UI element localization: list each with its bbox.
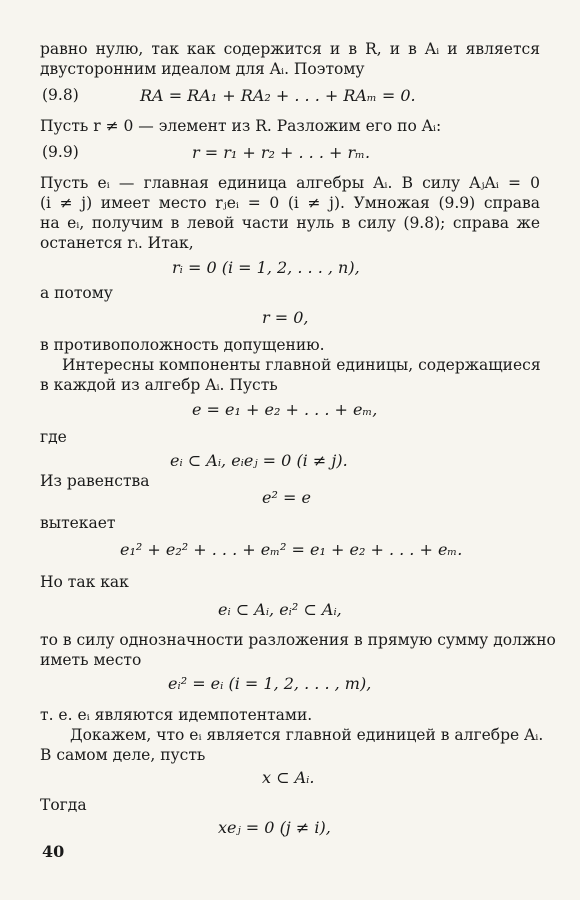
text-line: Пусть r ≠ 0 — элемент из R. Разложим его по Aᵢ: [40,117,442,135]
text-line: на eᵢ, получим в левой части нуль в силу (9.8); справа же [40,214,540,232]
text-line: то в силу однозначности разложения в прямую сумму должно [40,631,556,649]
equation-x-in: x ⊂ Aᵢ. [262,768,315,787]
text-line: иметь место [40,651,142,669]
text-line: Пусть eᵢ — главная единица алгебры Aᵢ. В силу AⱼAᵢ = 0 [40,174,540,192]
equation-e-squared: e² = e [262,488,311,507]
page-number: 40 [42,842,65,861]
equation-ei-cond: eᵢ ⊂ Aᵢ, eᵢeⱼ = 0 (i ≠ j). [170,451,348,470]
text-line: Докажем, что eᵢ является главной единицей в алгебре Aᵢ. [70,726,544,744]
text-line: равно нулю, так как содержится и в R, и в Aᵢ и является [40,40,540,58]
text-line: останется rᵢ. Итак, [40,234,194,252]
text-line: В самом деле, пусть [40,746,206,764]
equation-number: (9.8) [42,86,79,104]
equation-9-9: r = r₁ + r₂ + . . . + rₘ. [192,143,371,162]
text-line: где [40,428,67,446]
equation-idempotent: eᵢ² = eᵢ (i = 1, 2, . . . , m), [168,674,372,693]
text-line: Но так как [40,573,129,591]
text-line: а потому [40,284,113,302]
equation-squares-sum: e₁² + e₂² + . . . + eₘ² = e₁ + e₂ + . . . + eₘ. [120,540,463,559]
equation-9-8: RA = RA₁ + RA₂ + . . . + RAₘ = 0. [140,86,416,105]
equation-ei-in: eᵢ ⊂ Aᵢ, eᵢ² ⊂ Aᵢ, [218,600,342,619]
text-line: в каждой из алгебр Aᵢ. Пусть [40,376,278,394]
text-line: вытекает [40,514,116,532]
text-line: Интересны компоненты главной единицы, содержащиеся [62,356,541,374]
text-line: Тогда [40,796,87,814]
equation-e-sum: e = e₁ + e₂ + . . . + eₘ, [192,400,378,419]
equation-xej: xeⱼ = 0 (j ≠ i), [218,818,331,837]
text-line: (i ≠ j) имеет место rⱼeᵢ = 0 (i ≠ j). Умножая (9.9) справа [40,194,540,212]
text-line: Из равенства [40,472,150,490]
equation-r-zero: r = 0, [262,308,309,327]
equation-ri-zero: rᵢ = 0 (i = 1, 2, . . . , n), [172,258,360,277]
equation-number: (9.9) [42,143,79,161]
text-line: в противоположность допущению. [40,336,325,354]
text-line: двусторонним идеалом для Aᵢ. Поэтому [40,60,365,78]
text-line: т. е. eᵢ являются идемпотентами. [40,706,313,724]
